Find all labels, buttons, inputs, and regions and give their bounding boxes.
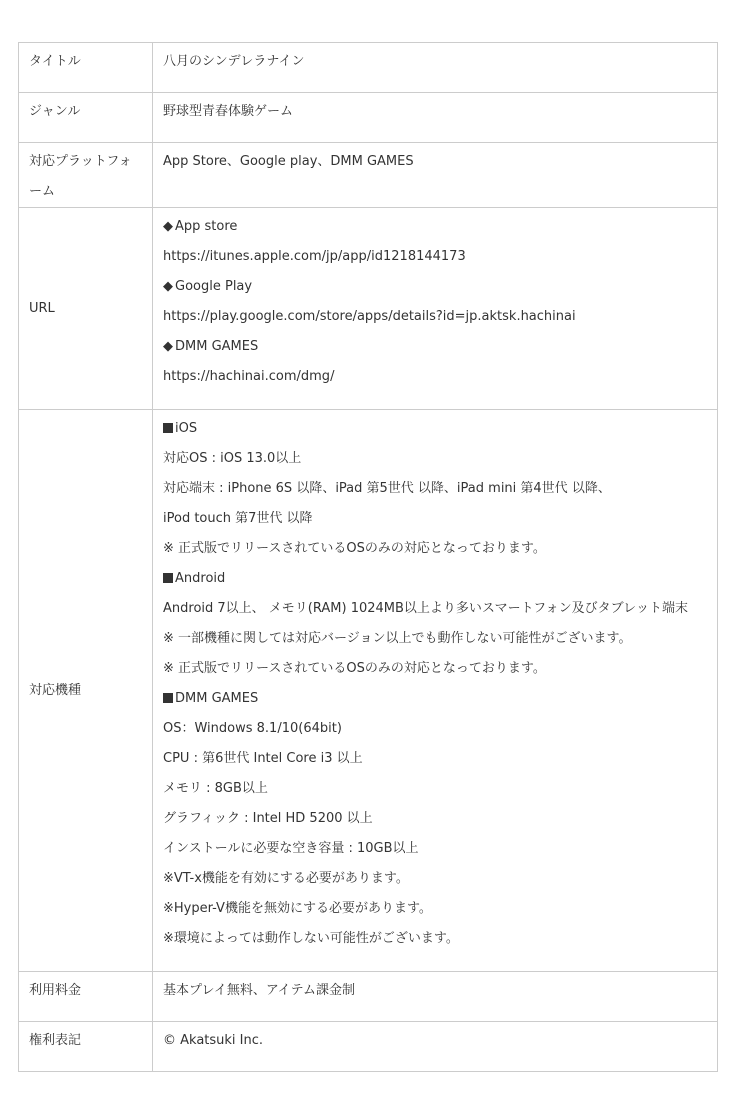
- section-heading-ios: [163, 414, 707, 444]
- table-row-price: [19, 972, 718, 1022]
- spec-line: インストールに必要な空き容量 : 10GB以上: [163, 841, 419, 856]
- diamond-bullet-icon: ◆: [163, 339, 173, 354]
- table-row-copyright: [19, 1022, 718, 1072]
- section-heading-android: [163, 564, 707, 594]
- spec-line: CPU : 第6世代 Intel Core i3 以上: [163, 751, 363, 766]
- url-link-dmm-games[interactable]: https://hachinai.com/dmg/: [163, 369, 335, 384]
- spec-line: メモリ : 8GB以上: [163, 781, 268, 796]
- table-row-devices: [19, 410, 718, 972]
- spec-line: OS：Windows 8.1/10(64bit): [163, 721, 342, 736]
- row-label-genre: ジャンル: [19, 93, 153, 143]
- diamond-bullet-icon: ◆: [163, 219, 173, 234]
- row-value-price: 基本プレイ無料、アイテム課金制: [153, 972, 718, 1022]
- game-info-table: [18, 42, 718, 1072]
- spec-note: ※ 正式版でリリースされているOSのみの対応となっております。: [163, 661, 546, 676]
- section-heading-label: Android: [175, 571, 226, 586]
- spec-note: ※VT-x機能を有効にする必要があります。: [163, 871, 409, 886]
- url-heading-label: DMM GAMES: [175, 339, 259, 354]
- url-link-google-play[interactable]: https://play.google.com/store/apps/details?id=jp.aktsk.hachinai: [163, 309, 576, 324]
- row-value-copyright: © Akatsuki Inc.: [153, 1022, 718, 1072]
- square-bullet-icon: [163, 423, 173, 433]
- table-row-platform: [19, 143, 718, 208]
- row-label-devices: 対応機種: [19, 410, 153, 972]
- row-value-title: 八月のシンデレラナイン: [153, 43, 718, 93]
- row-value-url: [153, 208, 718, 410]
- row-label-title: タイトル: [19, 43, 153, 93]
- url-link-app-store[interactable]: https://itunes.apple.com/jp/app/id1218144173: [163, 249, 466, 264]
- row-label-price: 利用料金: [19, 972, 153, 1022]
- url-heading-app-store: [163, 212, 707, 242]
- spec-line: グラフィック : Intel HD 5200 以上: [163, 811, 373, 826]
- row-value-platform: App Store、Google play、DMM GAMES: [153, 143, 718, 208]
- section-heading-label: DMM GAMES: [175, 691, 259, 706]
- diamond-bullet-icon: ◆: [163, 279, 173, 294]
- row-value-genre: 野球型青春体験ゲーム: [153, 93, 718, 143]
- spec-note: ※ 一部機種に関しては対応バージョン以上でも動作しない可能性がございます。: [163, 631, 632, 646]
- spec-line: 対応OS : iOS 13.0以上: [163, 451, 302, 466]
- row-value-devices: [153, 410, 718, 972]
- spec-line: Android 7以上、 メモリ(RAM) 1024MB以上より多いスマートフォン及びタブレット端末: [163, 601, 688, 616]
- spec-note: ※ 正式版でリリースされているOSのみの対応となっております。: [163, 541, 546, 556]
- spec-line: iPod touch 第7世代 以降: [163, 511, 313, 526]
- section-heading-dmm-games: [163, 684, 707, 714]
- url-heading-label: Google Play: [175, 279, 253, 294]
- spec-note: ※Hyper-V機能を無効にする必要があります。: [163, 901, 432, 916]
- url-heading-dmm-games: [163, 332, 707, 362]
- table-row-genre: [19, 93, 718, 143]
- table-row-title: [19, 43, 718, 93]
- url-heading-label: App store: [175, 219, 238, 234]
- square-bullet-icon: [163, 693, 173, 703]
- url-heading-google-play: [163, 272, 707, 302]
- row-label-platform: 対応プラットフォーム: [19, 143, 153, 208]
- spec-note: ※環境によっては動作しない可能性がございます。: [163, 931, 459, 946]
- table-row-url: [19, 208, 718, 410]
- row-label-copyright: 権利表記: [19, 1022, 153, 1072]
- square-bullet-icon: [163, 573, 173, 583]
- spec-line: 対応端末 : iPhone 6S 以降、iPad 第5世代 以降、iPad mini 第4世代 以降、: [163, 481, 611, 496]
- row-label-url: URL: [19, 208, 153, 410]
- section-heading-label: iOS: [175, 421, 198, 436]
